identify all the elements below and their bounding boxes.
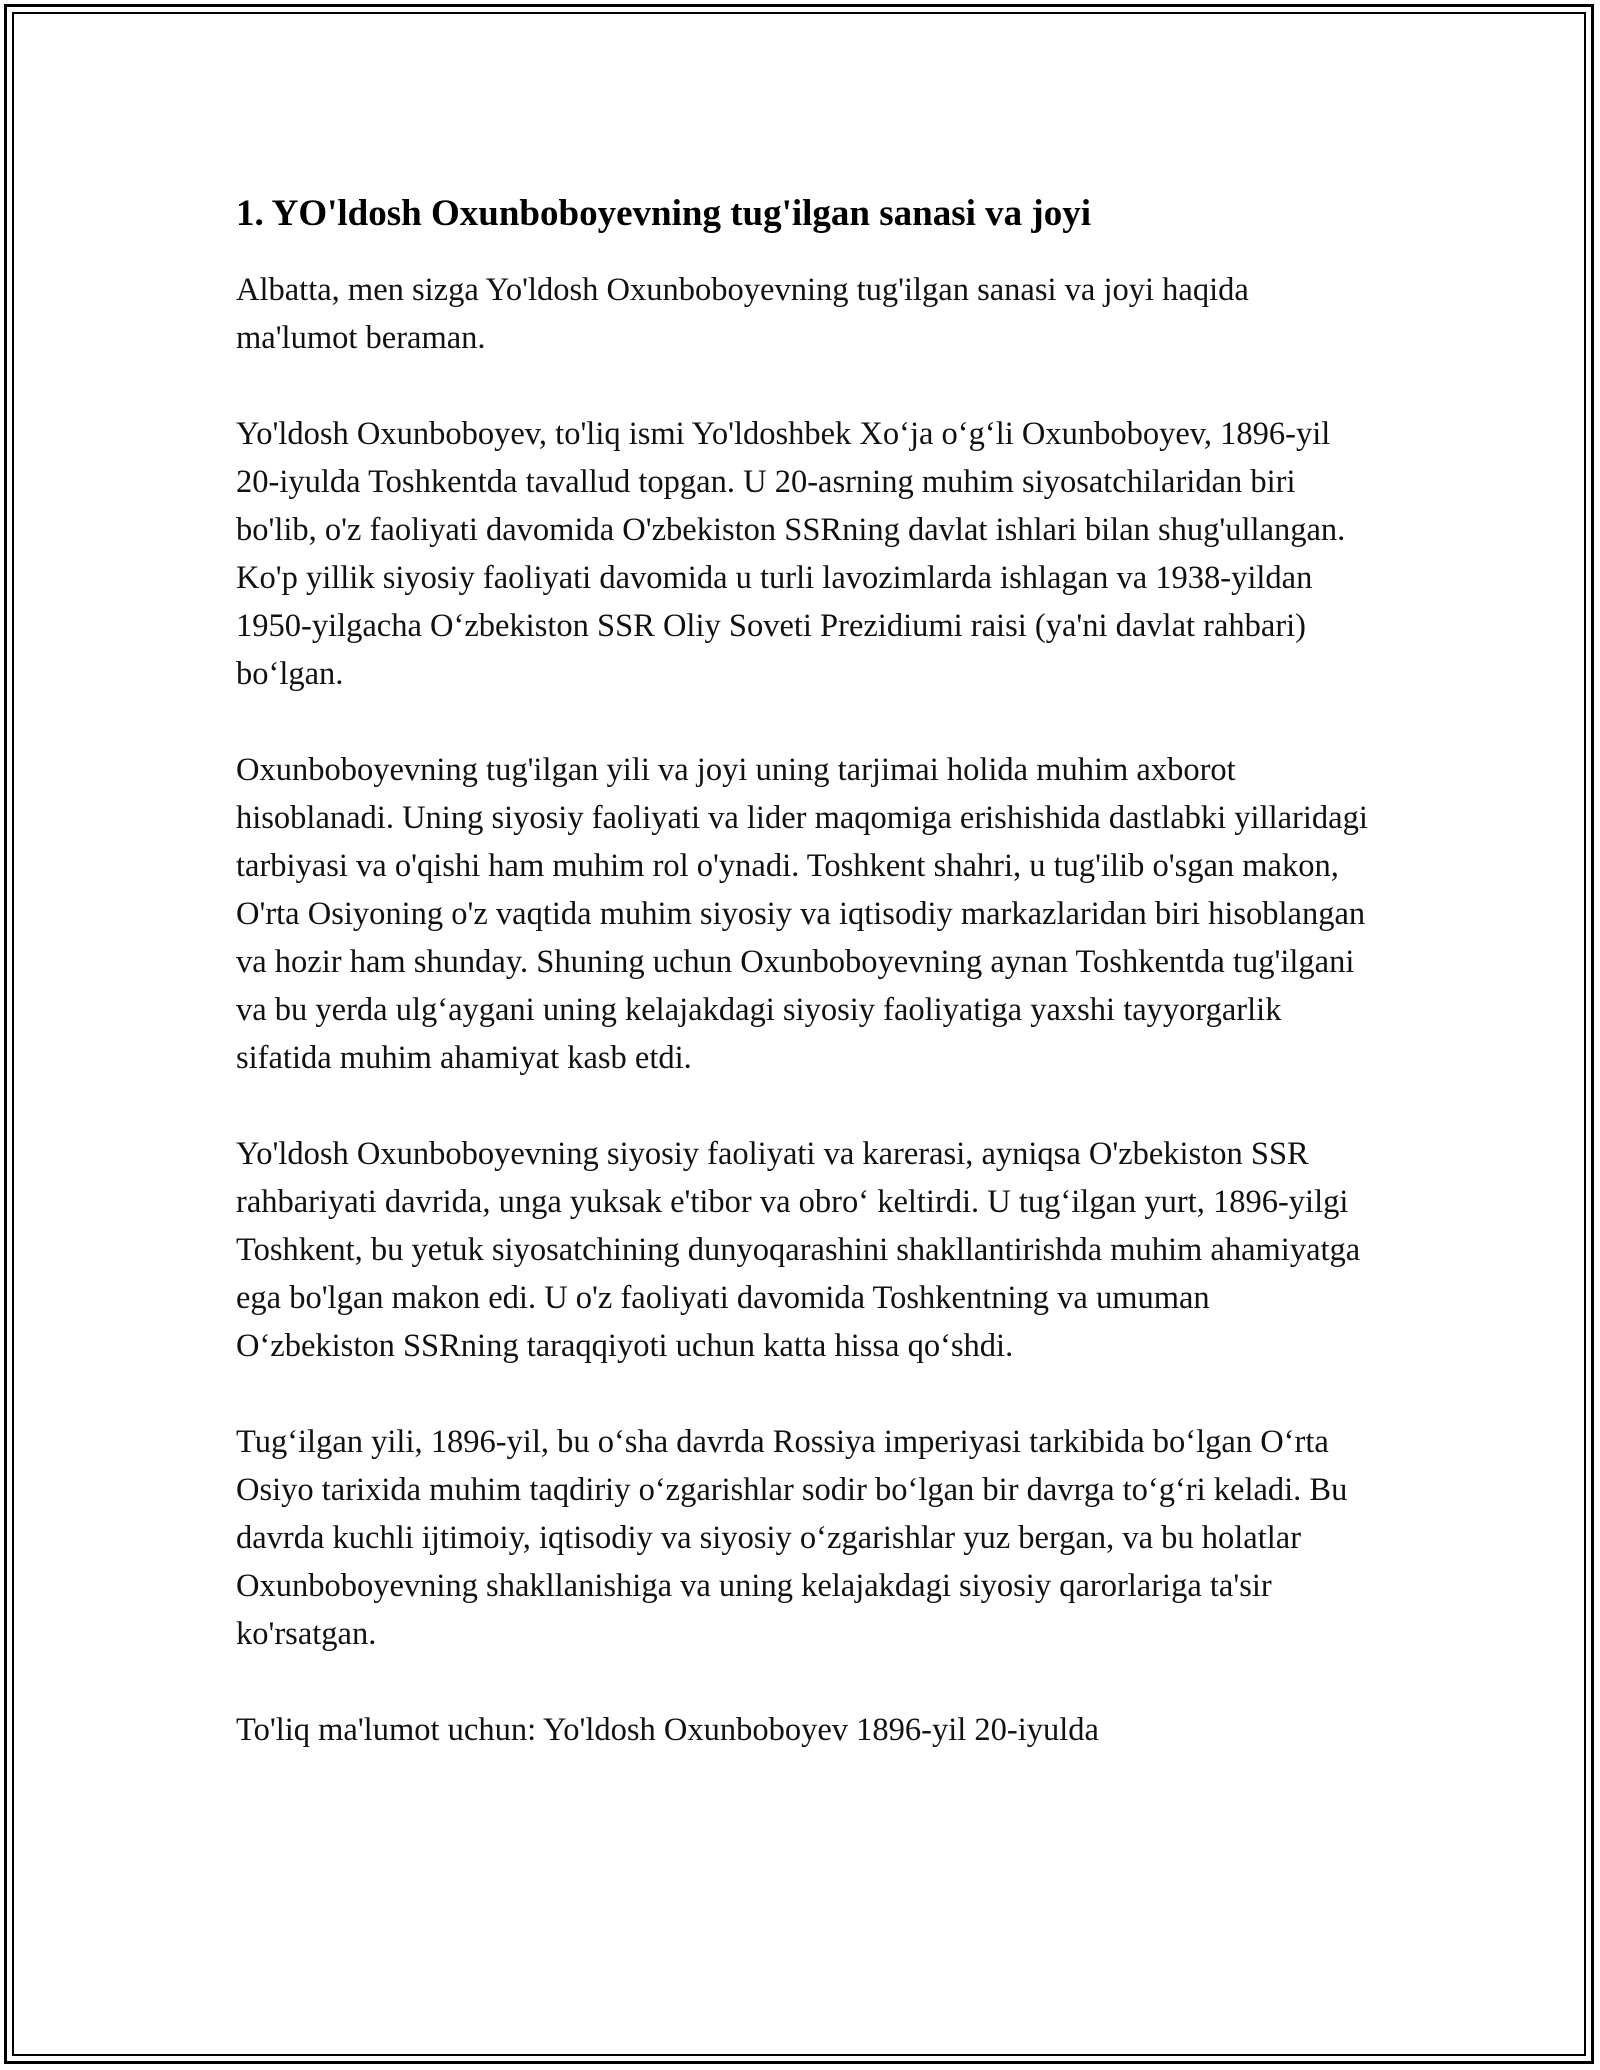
paragraph-significance: Oxunboboyevning tug'ilgan yili va joyi uning tarjimai holida muhim axborot hisoblanadi. Uning siyosiy faoliyati va lider maqomiga erishishida dastlabki yillaridagi tarbiyasi va o'qishi ham muhim rol o'ynadi. Toshkent shahri, u tug'ilib o'sgan makon, O'rta Osiyoning o'z vaqtida muhim siyosiy va iqtisodiy markazlaridan biri hisoblangan va hozir ham shunday. Shuning uchun Oxunboboyevning aynan Toshkentda tug'ilgani va bu yerda ulg‘aygani uning kelajakdagi siyosiy faoliyatiga yaxshi tayyorgarlik sifatida muhim ahamiyat kasb etdi. — [236, 752, 1368, 1076]
paragraph-summary: To'liq ma'lumot uchun: Yo'ldosh Oxunboboyev 1896-yil 20-iyulda — [236, 1712, 1099, 1748]
paragraph-career: Yo'ldosh Oxunboboyevning siyosiy faoliyati va karerasi, ayniqsa O'zbekiston SSR rahbariyati davrida, unga yuksak e'tibor va obro‘ keltirdi. U tug‘ilgan yurt, 1896-yilgi Toshkent, bu yetuk siyosatchining dunyoqarashini shakllantirishda muhim ahamiyatga ega bo'lgan makon edi. U o'z faoliyati davomida Toshkentning va umuman O‘zbekiston SSRning taraqqiyoti uchun katta hissa qo‘shdi. — [236, 1136, 1361, 1364]
paragraph-birth-details: Yo'ldosh Oxunboboyev, to'liq ismi Yo'ldoshbek Xo‘ja o‘g‘li Oxunboboyev, 1896-yil 20-iyulda Toshkentda tavallud topgan. U 20-asrning muhim siyosatchilaridan biri bo'lib, o'z faoliyati davomida O'zbekiston SSRning davlat ishlari bilan shug'ullangan. Ko'p yillik siyosiy faoliyati davomida u turli lavozimlarda ishlagan va 1938-yildan 1950-yilgacha O‘zbekiston SSR Oliy Soveti Prezidiumi raisi (ya'ni davlat rahbari) bo‘lgan. — [236, 416, 1346, 692]
section-heading: 1. YO'ldosh Oxunboboyevning tug'ilgan sanasi va joyi — [236, 193, 1092, 234]
paragraph-intro: Albatta, men sizga Yo'ldosh Oxunboboyevning tug'ilgan sanasi va joyi haqida ma'lumot beraman. — [236, 272, 1249, 356]
document-body — [236, 188, 1376, 1754]
paragraph-historical-context: Tug‘ilgan yili, 1896-yil, bu o‘sha davrda Rossiya imperiyasi tarkibida bo‘lgan O‘rta Osiyo tarixida muhim taqdiriy o‘zgarishlar sodir bo‘lgan bir davrga to‘g‘ri keladi. Bu davrda kuchli ijtimoiy, iqtisodiy va siyosiy o‘zgarishlar yuz bergan, va bu holatlar Oxunboboyevning shakllanishiga va uning kelajakdagi siyosiy qarorlariga ta'sir ko'rsatgan. — [236, 1424, 1348, 1652]
